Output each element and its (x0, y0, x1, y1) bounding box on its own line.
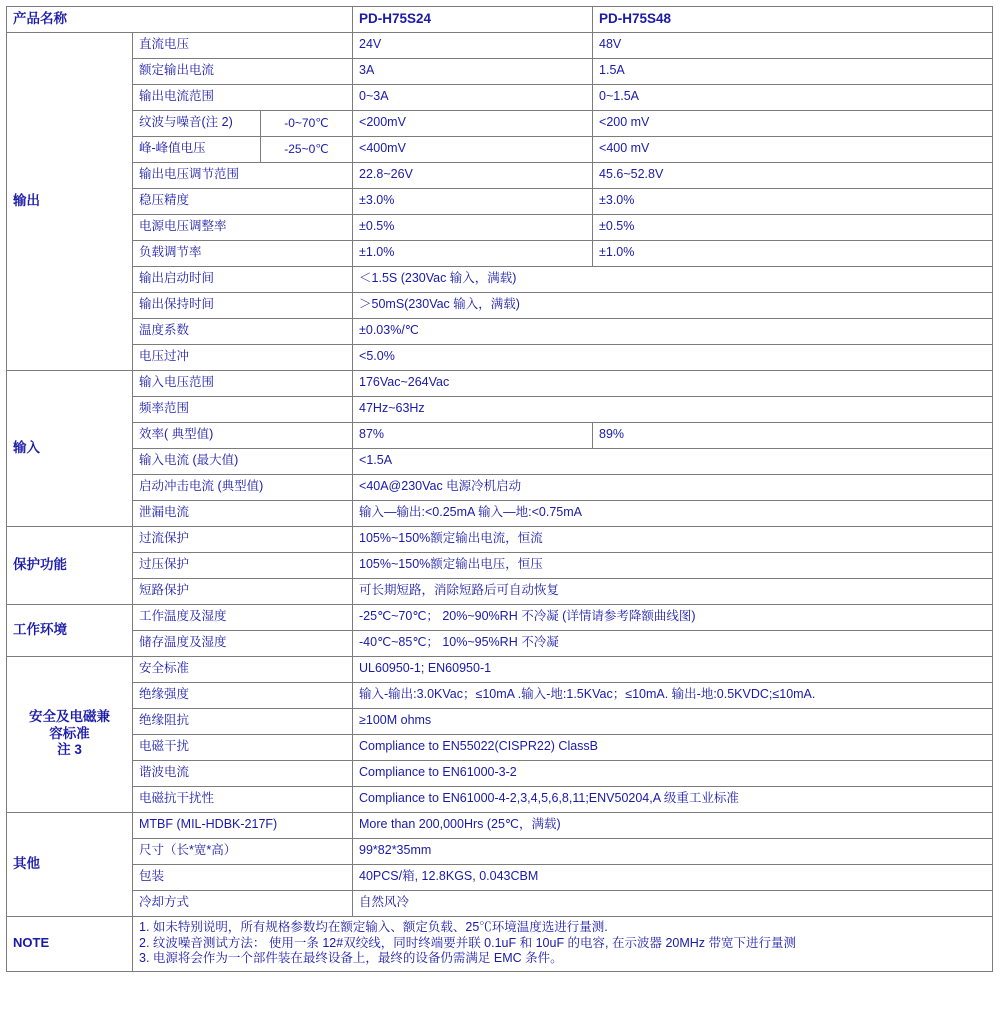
spec-sheet (6, 6, 992, 972)
param-label: 电磁干扰 (133, 735, 353, 761)
value-shared: ±0.03%/℃ (353, 319, 993, 345)
table-row (7, 787, 993, 813)
table-row (7, 397, 993, 423)
param-label: 稳压精度 (133, 189, 353, 215)
value-model-2: ±0.5% (593, 215, 993, 241)
param-label: 输出启动时间 (133, 267, 353, 293)
table-row (7, 59, 993, 85)
table-row (7, 865, 993, 891)
section-label-safety-line1: 安全及电磁兼 (29, 708, 110, 724)
param-label: 绝缘阻抗 (133, 709, 353, 735)
value-shared: Compliance to EN55022(CISPR22) ClassB (353, 735, 993, 761)
table-row-note (7, 917, 993, 972)
value-model-2: <200 mV (593, 111, 993, 137)
param-label: 绝缘强度 (133, 683, 353, 709)
value-shared: 105%~150%额定输出电压，恒压 (353, 553, 993, 579)
note-label: NOTE (7, 917, 133, 972)
section-label-safety-line3: 注 3 (57, 742, 82, 758)
param-label: 过压保护 (133, 553, 353, 579)
value-model-1: 0~3A (353, 85, 593, 111)
table-row (7, 449, 993, 475)
param-label: 电磁抗干扰性 (133, 787, 353, 813)
value-model-2: <400 mV (593, 137, 993, 163)
value-model-1: <400mV (353, 137, 593, 163)
param-sub-label: -25~0℃ (261, 137, 353, 163)
param-label: 安全标准 (133, 657, 353, 683)
note-line-3: 3. 电源将会作为一个部件装在最终设备上，最终的设备仍需满足 EMC 条件。 (139, 951, 563, 966)
param-label: 短路保护 (133, 579, 353, 605)
value-model-2: 1.5A (593, 59, 993, 85)
table-row (7, 839, 993, 865)
value-shared: 176Vac~264Vac (353, 371, 993, 397)
value-shared: ≥100M ohms (353, 709, 993, 735)
table-row (7, 371, 993, 397)
param-label: 负载调节率 (133, 241, 353, 267)
value-model-2: 45.6~52.8V (593, 163, 993, 189)
param-label: 工作温度及湿度 (133, 605, 353, 631)
table-row (7, 241, 993, 267)
param-label: 冷却方式 (133, 891, 353, 917)
table-row (7, 163, 993, 189)
value-shared: <40A@230Vac 电源冷机启动 (353, 475, 993, 501)
value-model-1: ±1.0% (353, 241, 593, 267)
param-label: 额定输出电流 (133, 59, 353, 85)
table-row (7, 475, 993, 501)
value-model-1: 87% (353, 423, 593, 449)
value-shared: 可长期短路，消除短路后可自动恢复 (353, 579, 993, 605)
param-label: 效率( 典型值) (133, 423, 353, 449)
param-label: 尺寸（长*宽*高） (133, 839, 353, 865)
value-model-1: ±3.0% (353, 189, 593, 215)
table-row (7, 33, 993, 59)
table-row (7, 605, 993, 631)
param-label: MTBF (MIL-HDBK-217F) (133, 813, 353, 839)
table-row (7, 189, 993, 215)
table-row (7, 423, 993, 449)
value-model-1: 22.8~26V (353, 163, 593, 189)
param-label: 电压过冲 (133, 345, 353, 371)
table-row (7, 891, 993, 917)
param-label: 输出电压调节范围 (133, 163, 353, 189)
value-model-1: 24V (353, 33, 593, 59)
table-row (7, 553, 993, 579)
value-model-2: 48V (593, 33, 993, 59)
model-2-header: PD-H75S48 (593, 7, 993, 33)
table-row (7, 215, 993, 241)
table-row (7, 761, 993, 787)
param-label: 输出电流范围 (133, 85, 353, 111)
note-line-1: 1. 如未特别说明，所有规格参数均在额定输入、额定负载、25℃环境温度选进行量测. (139, 920, 608, 934)
value-model-1: <200mV (353, 111, 593, 137)
value-shared: 47Hz~63Hz (353, 397, 993, 423)
param-label: 过流保护 (133, 527, 353, 553)
table-row (7, 527, 993, 553)
section-label-output: 输出 (7, 33, 133, 371)
param-sub-label: -0~70℃ (261, 111, 353, 137)
table-row (7, 267, 993, 293)
param-label: 输入电压范围 (133, 371, 353, 397)
specification-table (6, 6, 993, 972)
param-label: 频率范围 (133, 397, 353, 423)
value-shared: 40PCS/箱, 12.8KGS, 0.043CBM (353, 865, 993, 891)
table-row (7, 709, 993, 735)
section-label-protection: 保护功能 (7, 527, 133, 605)
param-label: 温度系数 (133, 319, 353, 345)
value-shared: -40℃~85℃； 10%~95%RH 不冷凝 (353, 631, 993, 657)
value-model-2: ±3.0% (593, 189, 993, 215)
table-row (7, 813, 993, 839)
value-shared: <1.5A (353, 449, 993, 475)
value-shared: Compliance to EN61000-4-2,3,4,5,6,8,11;ENV50204,A 级重工业标准 (353, 787, 993, 813)
value-model-2: 0~1.5A (593, 85, 993, 111)
value-shared: ＞50mS(230Vac 输入，满载) (353, 293, 993, 319)
section-label-other: 其他 (7, 813, 133, 917)
value-shared: <5.0% (353, 345, 993, 371)
model-1-header: PD-H75S24 (353, 7, 593, 33)
param-label: 电源电压调整率 (133, 215, 353, 241)
section-label-safety (7, 657, 133, 813)
param-label: 峰-峰值电压 (133, 137, 261, 163)
value-shared: 自然风冷 (353, 891, 993, 917)
section-label-input: 输入 (7, 371, 133, 527)
section-label-environment: 工作环境 (7, 605, 133, 657)
value-model-1: 3A (353, 59, 593, 85)
value-shared: More than 200,000Hrs (25℃，满载) (353, 813, 993, 839)
param-label: 启动冲击电流 (典型值) (133, 475, 353, 501)
param-label: 储存温度及湿度 (133, 631, 353, 657)
table-row (7, 111, 993, 137)
table-row (7, 137, 993, 163)
param-label: 输出保持时间 (133, 293, 353, 319)
value-model-2: 89% (593, 423, 993, 449)
table-row (7, 345, 993, 371)
value-model-2: ±1.0% (593, 241, 993, 267)
table-row (7, 319, 993, 345)
value-shared: 99*82*35mm (353, 839, 993, 865)
param-label: 输入电流 (最大值) (133, 449, 353, 475)
param-label: 包装 (133, 865, 353, 891)
value-shared: Compliance to EN61000-3-2 (353, 761, 993, 787)
param-label: 纹波与噪音(注 2) (133, 111, 261, 137)
value-shared: 105%~150%额定输出电流，恒流 (353, 527, 993, 553)
value-shared: 输入—输出:<0.25mA 输入—地:<0.75mA (353, 501, 993, 527)
value-shared: -25℃~70℃； 20%~90%RH 不冷凝 (详情请参考降额曲线图) (353, 605, 993, 631)
note-content (133, 917, 993, 972)
value-model-1: ±0.5% (353, 215, 593, 241)
param-label: 谐波电流 (133, 761, 353, 787)
note-line-2: 2. 纹波噪音测试方法： 使用一条 12#双绞线，同时终端要并联 0.1uF 和 10uF 的电容, 在示波器 20MHz 带宽下进行量测 (139, 935, 797, 950)
product-name-label: 产品名称 (7, 7, 353, 33)
value-shared: 输入-输出:3.0KVac；≤10mA .输入-地:1.5KVac；≤10mA. 输出-地:0.5KVDC;≤10mA. (353, 683, 993, 709)
section-label-safety-line2: 容标准 (49, 725, 90, 741)
table-header-row (7, 7, 993, 33)
param-label: 泄漏电流 (133, 501, 353, 527)
value-shared: UL60950-1; EN60950-1 (353, 657, 993, 683)
table-row (7, 657, 993, 683)
param-label: 直流电压 (133, 33, 353, 59)
value-shared: ＜1.5S (230Vac 输入，满载) (353, 267, 993, 293)
table-row (7, 683, 993, 709)
table-row (7, 735, 993, 761)
table-row (7, 631, 993, 657)
table-row (7, 501, 993, 527)
table-row (7, 579, 993, 605)
table-row (7, 85, 993, 111)
table-row (7, 293, 993, 319)
